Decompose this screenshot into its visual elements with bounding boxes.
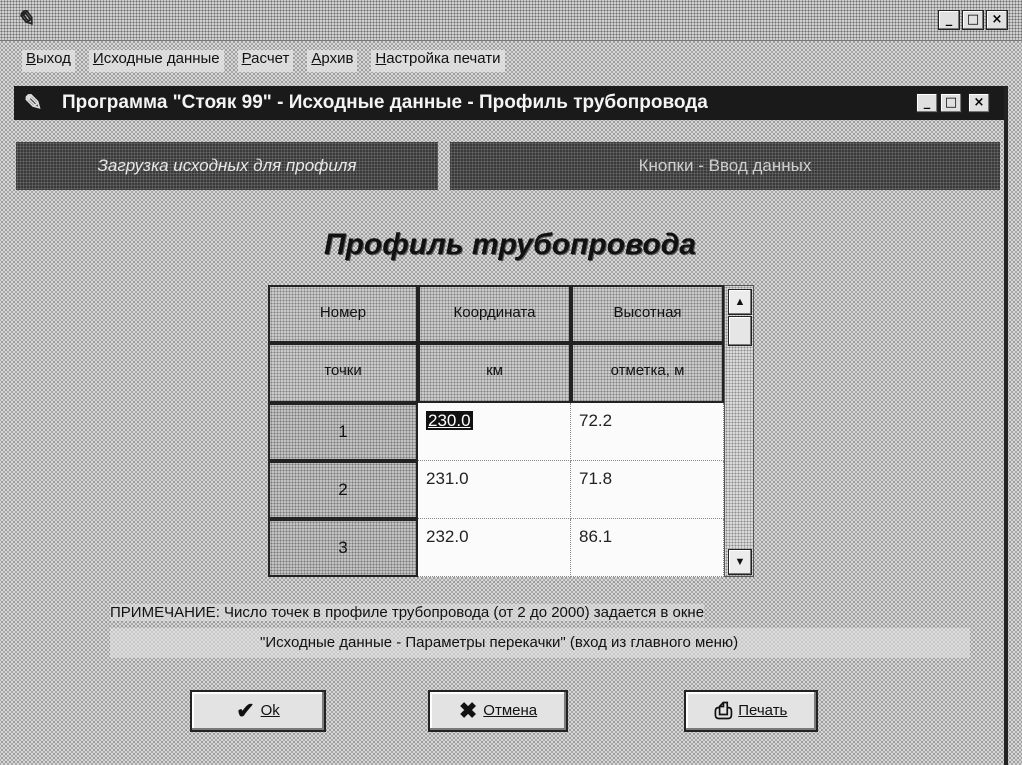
note-line-2: "Исходные данные - Параметры перекачки" (вход из главного меню) [110, 628, 970, 658]
column-header-coordinate: Координата [418, 285, 571, 343]
cancel-button[interactable]: ✖ Отмена [428, 690, 568, 732]
app-title-bar [0, 0, 1022, 41]
table-cell-coordinate[interactable]: 232.0 [418, 519, 571, 577]
table-cell-elevation[interactable]: 72.2 [571, 403, 724, 461]
note-line-1: ПРИМЕЧАНИЕ: Число точек в профиле трубопровода (от 2 до 2000) задается в окне [110, 604, 705, 621]
printer-icon: ⎙ [714, 698, 733, 724]
note-text [110, 598, 970, 658]
app-icon: ✎ [16, 6, 35, 31]
pen-icon: ✎ [24, 90, 43, 115]
menu-bar [22, 50, 505, 72]
table-cell-coordinate[interactable]: 231.0 [418, 461, 571, 519]
cross-icon: ✖ [458, 698, 478, 724]
ok-button[interactable]: ✔ Ok [190, 690, 326, 732]
scroll-down-arrow-icon[interactable]: ▼ [728, 549, 752, 575]
dialog-title: Программа "Стояк 99" - Исходные данные - Профиль трубопровода [62, 92, 708, 113]
dialog-title-bar [14, 86, 1006, 120]
app-minimize-button[interactable]: _ [938, 10, 960, 30]
column-header-number: Номер [268, 285, 418, 343]
tab-data-entry[interactable]: Кнопки - Ввод данных [450, 142, 1000, 190]
page-title: Профиль трубопровода [324, 228, 696, 261]
dialog-minimize-button[interactable]: _ [916, 93, 938, 113]
scroll-thumb[interactable] [728, 316, 752, 346]
column-subheader-coordinate: км [418, 343, 571, 403]
row-header[interactable]: 2 [268, 461, 418, 519]
column-subheader-elevation: отметка, м [571, 343, 724, 403]
menu-item-archive[interactable]: Архив [307, 50, 357, 72]
dialog-right-border [1004, 86, 1008, 765]
table-cell-elevation[interactable]: 86.1 [571, 519, 724, 577]
tab-load-profile[interactable]: Загрузка исходных для профиля [16, 142, 438, 190]
selected-cell-value[interactable]: 230.0 [428, 411, 471, 430]
app-maximize-button[interactable]: □ [962, 10, 984, 30]
dialog-close-button[interactable]: × [968, 93, 990, 113]
vertical-scrollbar[interactable] [724, 285, 754, 577]
column-subheader-number: точки [268, 343, 418, 403]
menu-item-calculation[interactable]: Расчет [238, 50, 294, 72]
row-header[interactable]: 1 [268, 403, 418, 461]
menu-item-print-settings[interactable]: Настройка печати [371, 50, 504, 72]
checkmark-icon: ✔ [236, 698, 255, 724]
scroll-up-arrow-icon[interactable]: ▲ [728, 289, 752, 315]
app-close-button[interactable]: × [986, 10, 1008, 30]
profile-grid [268, 285, 754, 577]
table-cell-elevation[interactable]: 71.8 [571, 461, 724, 519]
menu-item-input-data[interactable]: Исходные данные [89, 50, 224, 72]
row-header[interactable]: 3 [268, 519, 418, 577]
table-cell-coordinate[interactable] [418, 403, 571, 461]
menu-item-exit[interactable]: Выход [22, 50, 75, 72]
dialog-maximize-button[interactable]: □ [940, 93, 962, 113]
column-header-elevation: Высотная [571, 285, 724, 343]
print-button[interactable]: ⎙ Печать [684, 690, 818, 732]
